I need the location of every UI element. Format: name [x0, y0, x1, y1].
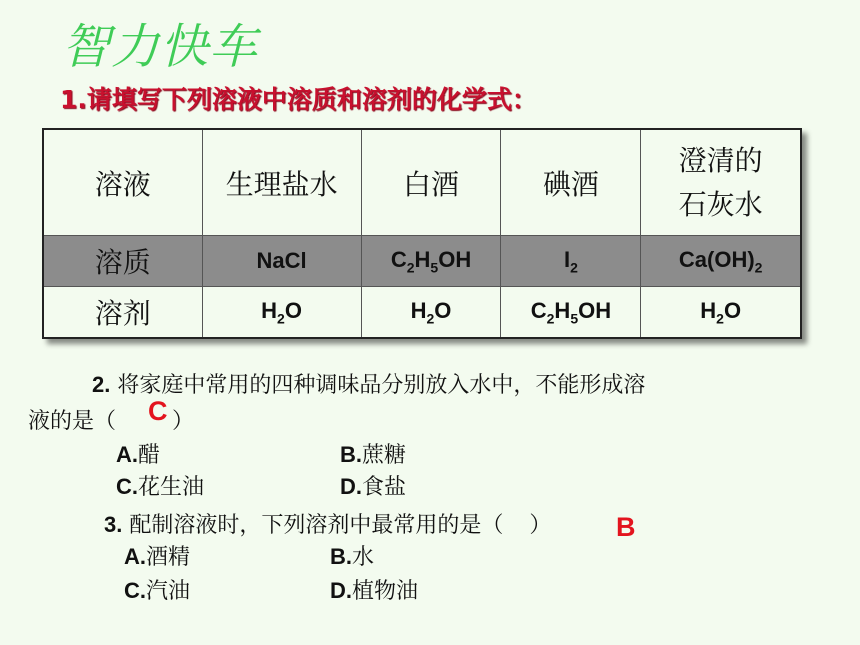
header-liquor: 白酒: [361, 129, 501, 236]
solute-cell-liquor: [361, 236, 501, 287]
solvent-row: [43, 287, 801, 339]
solvent-cell-liquor: [361, 287, 501, 339]
q2-option-c: C.花生油: [116, 474, 205, 500]
header-iodine-tincture: 碘酒: [501, 129, 641, 236]
solute-label: 溶质: [43, 236, 202, 287]
solute-cell-limewater: [641, 236, 801, 287]
formula: $H_2O$: [261, 297, 302, 327]
page-title: 智力快车: [62, 19, 259, 75]
formula: $H_2O$: [410, 297, 452, 327]
solvent-label: 溶剂: [43, 287, 202, 339]
q2-option-a: A.醋: [116, 442, 161, 468]
solvent-cell-iodine: [501, 287, 641, 339]
solution-table: [42, 128, 802, 339]
question-3-number: 3.: [104, 512, 123, 537]
q3-option-a: A.酒精: [124, 544, 191, 570]
header-limewater-line1: 澄清的: [678, 143, 763, 177]
question-2-number: 2.: [92, 372, 111, 397]
question-3-answer: B: [616, 512, 636, 542]
question-2-line2: 液的是（ ）: [28, 409, 195, 434]
table-header-row: [43, 129, 801, 236]
solute-cell-iodine: [501, 236, 641, 287]
header-limewater-line2: 石灰水: [678, 187, 763, 221]
q3-option-c: C.汽油: [124, 578, 191, 604]
solute-cell-saline: [202, 236, 361, 287]
solvent-cell-saline: [202, 287, 361, 339]
formula: NaCl: [256, 248, 307, 273]
q2-option-b: B.蔗糖: [340, 442, 407, 468]
question-1-prompt: 1.请填写下列溶液中溶质和溶剂的化学式：: [60, 85, 537, 114]
q3-option-d: D.植物油: [330, 578, 419, 604]
solute-row: [43, 236, 801, 287]
question-2-line1: 2. 将家庭中常用的四种调味品分别放入水中，不能形成溶: [92, 372, 646, 398]
q3-option-b: B.水: [330, 544, 375, 570]
q2-option-d: D.食盐: [340, 474, 407, 500]
header-solution-label: 溶液: [43, 129, 202, 236]
solvent-cell-limewater: [641, 287, 801, 339]
formula: $C_2H_5OH$: [530, 297, 612, 327]
header-saline: 生理盐水: [202, 129, 361, 236]
formula: $H_2O$: [700, 297, 742, 327]
header-limewater: [641, 129, 801, 236]
question-3-line: 3. 配制溶液时，下列溶剂中最常用的是（ ）: [104, 512, 552, 538]
formula: $C_2H_5OH$: [390, 246, 472, 276]
formula: $I_2$: [563, 246, 578, 276]
formula: $Ca(OH)_2$: [678, 246, 763, 276]
question-2-answer: C: [148, 396, 168, 426]
